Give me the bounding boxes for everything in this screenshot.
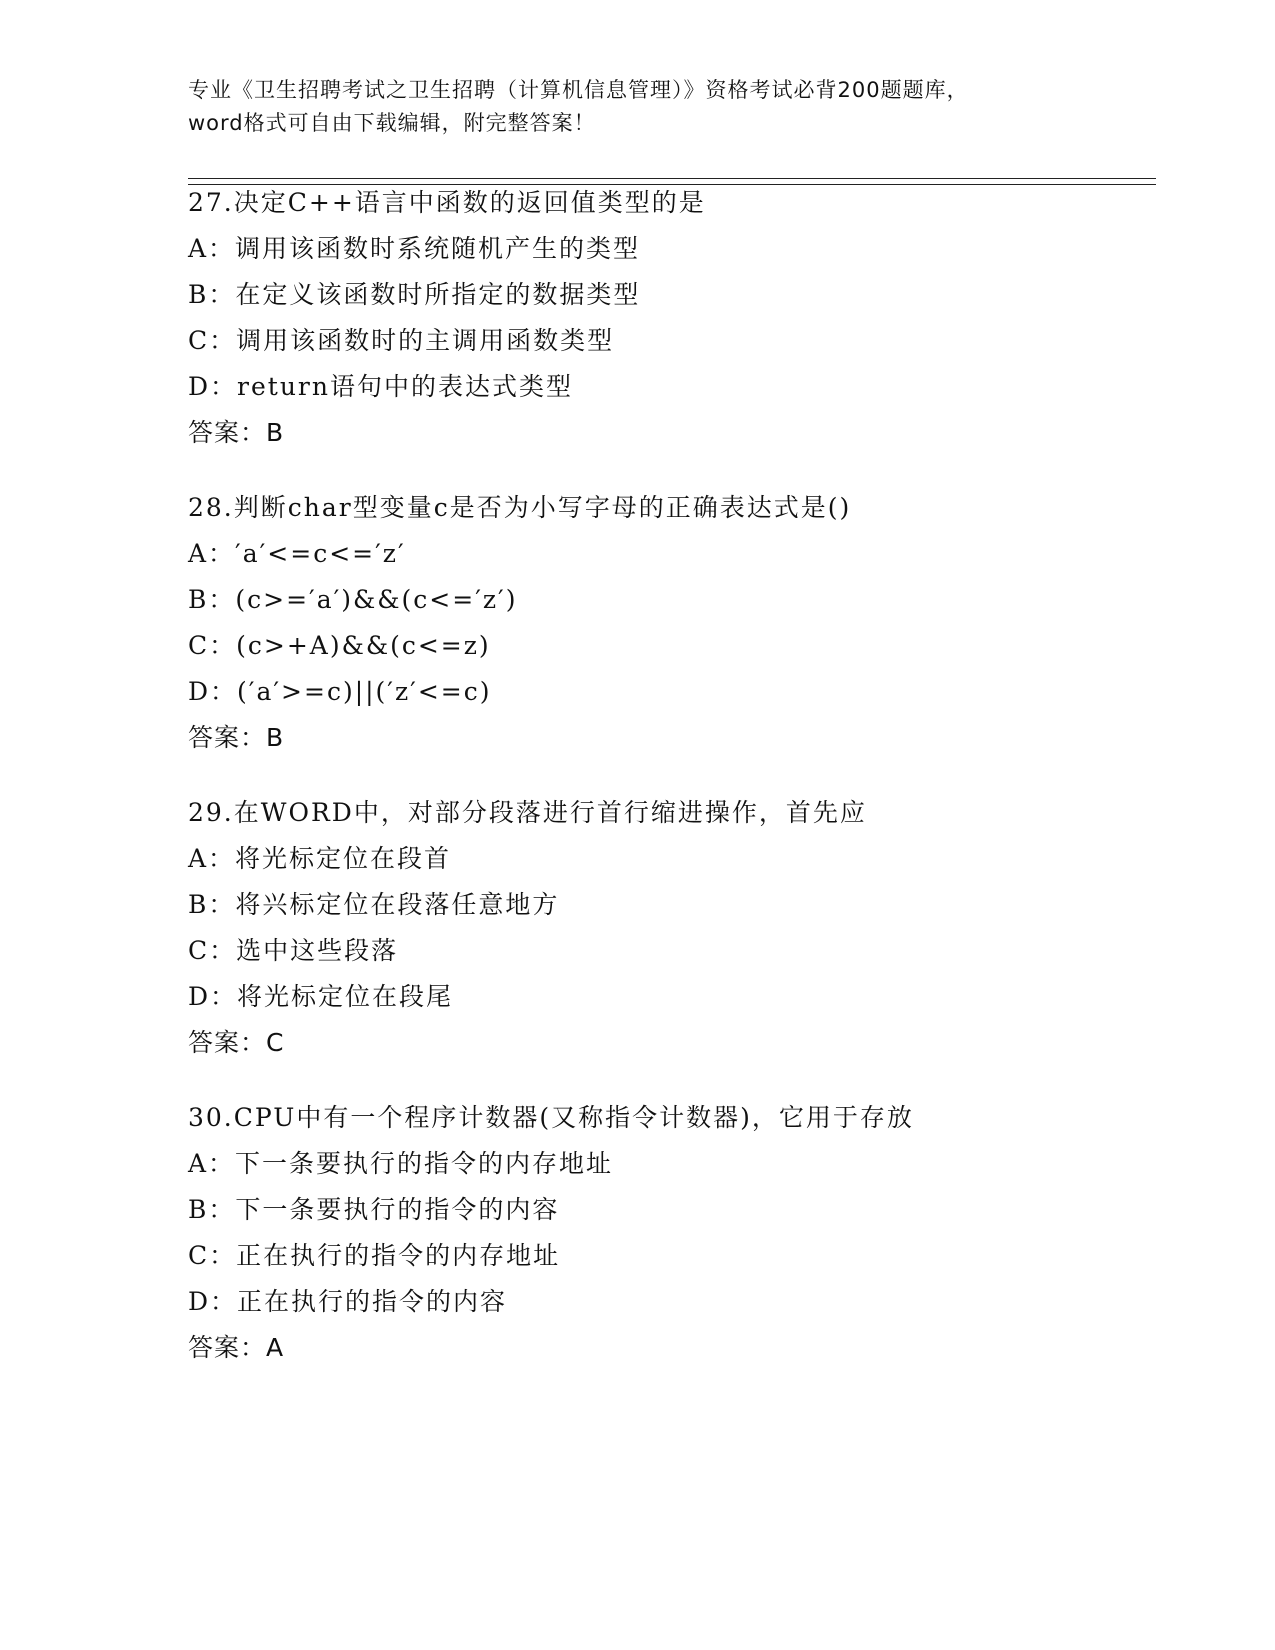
document-header — [188, 74, 1088, 140]
answer-label: 答案：A — [188, 1333, 285, 1362]
option-a: A：将光标定位在段首 — [188, 844, 452, 873]
answer-label: 答案：B — [188, 723, 285, 752]
question-stem: 29.在WORD中，对部分段落进行首行缩进操作，首先应 — [188, 798, 867, 827]
option-a: A：调用该函数时系统随机产生的类型 — [188, 234, 641, 263]
question-30 — [188, 1095, 1168, 1371]
question-27 — [188, 180, 1168, 456]
question-29 — [188, 790, 1168, 1066]
question-28 — [188, 485, 1168, 761]
question-stem: 30.CPU中有一个程序计数器(又称指令计数器)，它用于存放 — [188, 1103, 914, 1132]
question-stem: 28.判断char型变量c是否为小写字母的正确表达式是() — [188, 493, 852, 522]
option-b: B：(c>=′a′)&&(c<=′z′) — [188, 585, 518, 614]
option-c: C：调用该函数时的主调用函数类型 — [188, 326, 615, 355]
option-b: B：下一条要执行的指令的内容 — [188, 1195, 560, 1224]
header-line-1: 专业《卫生招聘考试之卫生招聘（计算机信息管理）》资格考试必背200题题库， — [188, 78, 969, 102]
option-a: A：′a′<=c<=′z′ — [188, 539, 406, 568]
option-c: C：选中这些段落 — [188, 936, 399, 965]
option-c: C：正在执行的指令的内存地址 — [188, 1241, 561, 1270]
option-c: C：(c>+A)&&(c<=z) — [188, 631, 491, 660]
option-b: B：在定义该函数时所指定的数据类型 — [188, 280, 641, 309]
option-d: D：正在执行的指令的内容 — [188, 1287, 508, 1316]
header-line-2: word格式可自由下载编辑，附完整答案！ — [188, 111, 596, 135]
question-stem: 27.决定C++语言中函数的返回值类型的是 — [188, 188, 706, 217]
answer-label: 答案：C — [188, 1028, 285, 1057]
option-d: D：return语句中的表达式类型 — [188, 372, 573, 401]
option-b: B：将兴标定位在段落任意地方 — [188, 890, 560, 919]
option-d: D：(′a′>=c)||(′z′<=c) — [188, 677, 492, 706]
option-a: A：下一条要执行的指令的内存地址 — [188, 1149, 614, 1178]
option-d: D：将光标定位在段尾 — [188, 982, 454, 1011]
answer-label: 答案：B — [188, 418, 285, 447]
